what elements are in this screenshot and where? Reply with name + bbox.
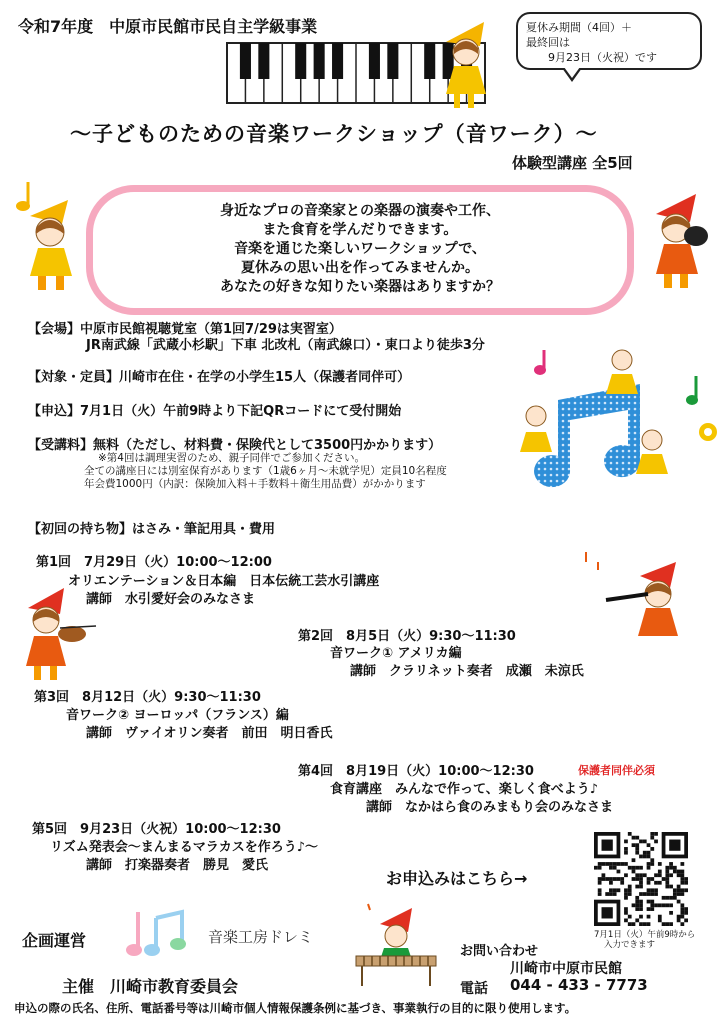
session-4-title: 食育講座 みんなで作って、楽しく食べよう♪ bbox=[330, 782, 599, 797]
qr-note-2: 入力できます bbox=[604, 940, 656, 950]
page-title: ～子どものための音楽ワークショップ（音ワーク）～ bbox=[70, 122, 598, 146]
session-5-lecturer: 講師 打楽器奏者 勝見 愛氏 bbox=[86, 858, 269, 873]
planning-label: 企画運営 bbox=[22, 931, 87, 950]
session-2-head: 第2回 8月5日（火）9:30～11:30 bbox=[298, 629, 516, 644]
info-apply: 【申込】7月1日（火）午前9時より下記QRコードにて受付開始 bbox=[28, 404, 402, 419]
info-access: JR南武線「武蔵小杉駅」下車 北改札（南武線口）・東口より徒歩3分 bbox=[86, 338, 485, 353]
info-note-2: 全ての講座日には別室保育があります（1歳6ヶ月～未就学児）定員10名程度 bbox=[84, 465, 447, 477]
contact-org: 川崎市中原市民館 bbox=[510, 961, 622, 977]
session-3-lecturer: 講師 ヴァイオリン奏者 前田 明日香氏 bbox=[86, 726, 333, 741]
intro-line: 身近なプロの音楽家との楽器の演奏や工作、 bbox=[220, 203, 500, 219]
session-1-head: 第1回 7月29日（火）10:00～12:00 bbox=[36, 555, 272, 570]
header-subtitle: 令和7年度 中原市民館市民自主学級事業 bbox=[18, 17, 318, 36]
contact-label: お問い合わせ bbox=[460, 944, 539, 959]
music-note-kids-icon bbox=[500, 340, 724, 500]
intro-line: また食育を学んだりできます。 bbox=[262, 222, 458, 238]
session-2-title: 音ワーク① アメリカ編 bbox=[330, 646, 462, 661]
intro-line: あなたの好きな知りたい楽器はありますか？ bbox=[220, 279, 500, 295]
bubble-line-3: 9月23日（火祝）です bbox=[548, 51, 657, 64]
planning-org: 音楽工房ドレミ bbox=[208, 928, 314, 946]
info-fee: 【受講料】無料（ただし、材料費・保険代として3500円かかります） bbox=[28, 438, 442, 453]
info-note-1: ※第4回は調理実習のため、親子同伴でご参加ください。 bbox=[98, 452, 366, 464]
session-1-lecturer: 講師 水引愛好会のみなさま bbox=[86, 592, 256, 607]
session-3-title: 音ワーク② ヨーロッパ（フランス）編 bbox=[66, 708, 289, 723]
session-4-head: 第4回 8月19日（火）10:00～12:30 bbox=[298, 764, 534, 779]
session-1-title: オリエンテーション＆日本編 日本伝統工芸水引講座 bbox=[68, 574, 380, 589]
session-4-badge: 保護者同伴必須 bbox=[578, 764, 655, 777]
violin-girl-icon bbox=[20, 584, 100, 688]
info-target: 【対象・定員】川崎市在住・在学の小学生15人（保護者同伴可） bbox=[28, 370, 411, 385]
xylophone-icon bbox=[354, 900, 438, 990]
phone-number[interactable]: 044 - 433 - 7773 bbox=[510, 976, 648, 994]
session-5-head: 第5回 9月23日（火祝）10:00～12:30 bbox=[32, 822, 281, 837]
clarinet-girl-icon bbox=[576, 548, 686, 648]
period-bubble bbox=[516, 12, 702, 70]
session-3-head: 第3回 8月12日（火）9:30～11:30 bbox=[34, 690, 261, 705]
info-note-3: 年会費1000円（内訳：保険加入料＋手数料＋衛生用品費）がかかります bbox=[84, 478, 426, 490]
girl-mascot-cooking-icon bbox=[646, 188, 716, 298]
girl-mascot-icon bbox=[436, 14, 496, 114]
info-bring: 【初回の持ち物】はさみ・筆記用具・費用 bbox=[28, 522, 276, 537]
apply-here-label: お申込みはこちら→ bbox=[386, 869, 528, 888]
intro-box bbox=[86, 185, 634, 315]
qr-code-icon[interactable] bbox=[594, 832, 688, 926]
intro-line: 音楽を通じた楽しいワークショップで、 bbox=[234, 241, 486, 257]
bubble-line-1: 夏休み期間（4回）＋ bbox=[526, 21, 632, 34]
phone-label: 電話 bbox=[460, 981, 488, 997]
info-venue: 【会場】中原市民館視聴覚室（第1回7/29は実習室） bbox=[28, 322, 342, 337]
bubble-line-2: 最終回は bbox=[526, 36, 570, 49]
session-4-lecturer: 講師 なかはら食のみまもり会のみなさま bbox=[366, 800, 614, 815]
music-note-logo-icon bbox=[126, 904, 192, 962]
qr-note-1: 7月1日（火）午前9時から bbox=[594, 930, 696, 940]
intro-line: 夏休みの思い出を作ってみませんか。 bbox=[241, 260, 479, 276]
session-5-title: リズム発表会～まんまるマラカスを作ろう♪～ bbox=[50, 840, 319, 855]
course-type: 体験型講座 全5回 bbox=[512, 154, 633, 172]
session-2-lecturer: 講師 クラリネット奏者 成瀬 未涼氏 bbox=[350, 664, 584, 679]
privacy-note: 申込の際の氏名、住所、電話番号等は川崎市個人情報保護条例に基づき、事業執行の目的に限り使用します。 bbox=[14, 1001, 577, 1015]
host-label: 主催 川崎市教育委員会 bbox=[62, 977, 239, 996]
girl-mascot-left-icon bbox=[10, 176, 82, 296]
